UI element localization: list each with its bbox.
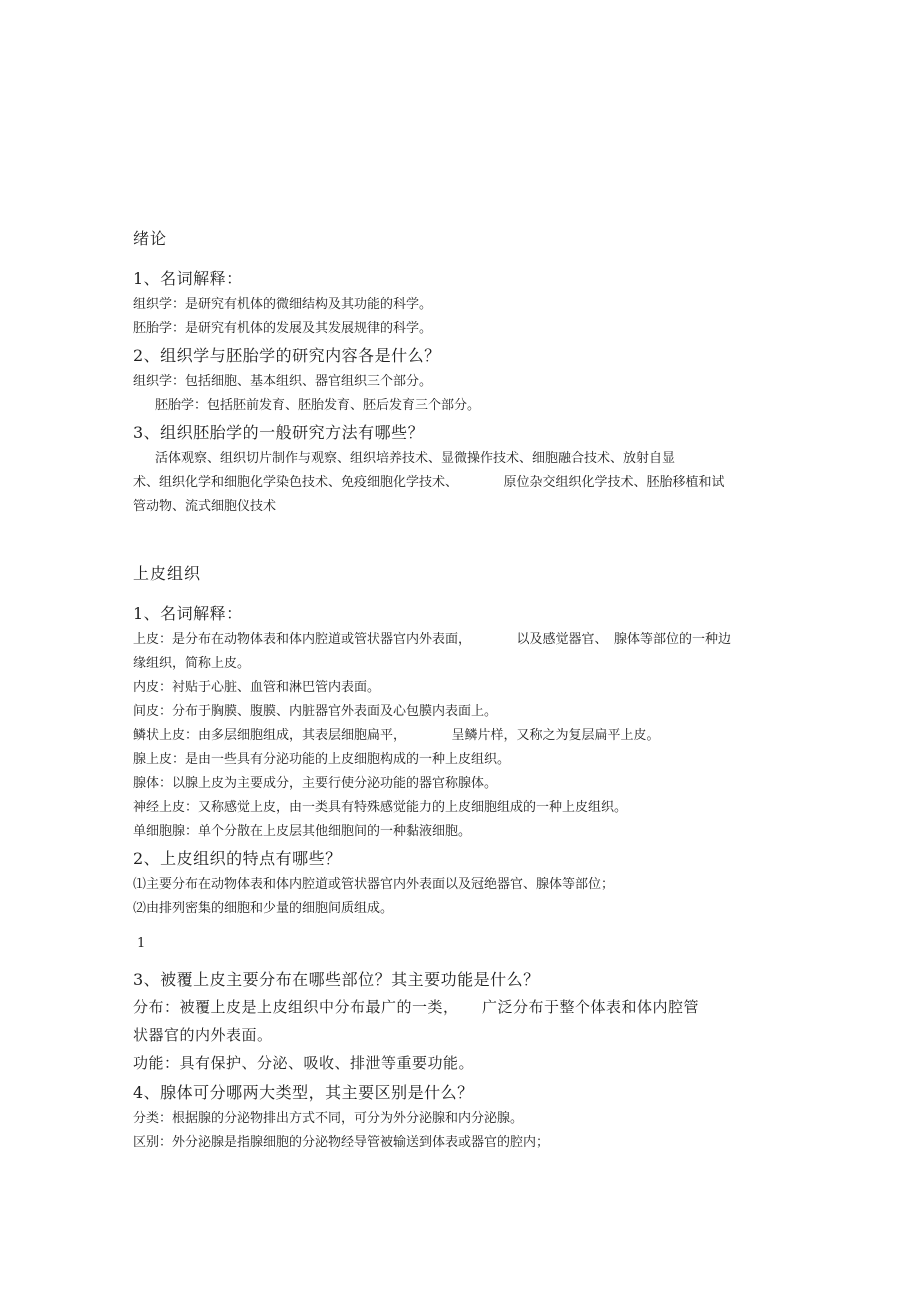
chapter-title: 绪论 <box>133 229 168 248</box>
question-heading: 1、名词解释： <box>133 604 243 623</box>
answer-line: 区别：外分泌腺是指腺细胞的分泌物经导管被输送到体表或器官的腔内； <box>133 1135 550 1150</box>
question-heading: 2、上皮组织的特点有哪些？ <box>133 849 342 868</box>
answer-line: ⑵由排列密集的细胞和少量的细胞间质组成。 <box>133 901 394 916</box>
answer-line: 腺上皮：是由一些具有分泌功能的上皮细胞构成的一种上皮组织。 <box>133 752 511 767</box>
page-number: 1 <box>137 936 146 951</box>
answer-line: 上皮：是分布在动物体表和体内腔道或管状器官内外表面， 以及感觉器官、 腺体等部位的一种边 <box>133 632 732 647</box>
answer-line: 状器官的内外表面。 <box>133 1026 273 1044</box>
chapter-title: 上皮组织 <box>133 564 202 583</box>
answer-line: 分布：被覆上皮是上皮组织中分布最广的一类， 广泛分布于整个体表和体内腔管 <box>133 998 700 1016</box>
question-heading: 2、组织学与胚胎学的研究内容各是什么？ <box>133 346 441 365</box>
answer-line: 胚胎学：包括胚前发育、胚胎发育、胚后发育三个部分。 <box>155 398 481 413</box>
answer-line: 活体观察、组织切片制作与观察、组织培养技术、显微操作技术、细胞融合技术、放射自显 <box>155 451 676 466</box>
answer-line: 管动物、流式细胞仪技术 <box>133 499 277 514</box>
answer-line: 胚胎学：是研究有机体的发展及其发展规律的科学。 <box>133 321 433 336</box>
question-heading: 1、名词解释： <box>133 269 243 288</box>
answer-line: 单细胞腺：单个分散在上皮层其他细胞间的一种黏液细胞。 <box>133 824 472 839</box>
answer-line: 组织学：是研究有机体的微细结构及其功能的科学。 <box>133 297 433 312</box>
answer-line: 分类：根据腺的分泌物排出方式不同，可分为外分泌腺和内分泌腺。 <box>133 1111 524 1126</box>
answer-line: 缘组织，简称上皮。 <box>133 656 251 671</box>
question-heading: 3、被覆上皮主要分布在哪些部位？其主要功能是什么？ <box>133 970 540 989</box>
answer-line: ⑴主要分布在动物体表和体内腔道或管状器官内外表面以及冠绝器官、腺体等部位； <box>133 877 615 892</box>
answer-line: 组织学：包括细胞、基本组织、器官组织三个部分。 <box>133 374 433 389</box>
answer-line: 神经上皮：又称感觉上皮，由一类具有特殊感觉能力的上皮细胞组成的一种上皮组织。 <box>133 800 628 815</box>
answer-line: 功能：具有保护、分泌、吸收、排泄等重要功能。 <box>133 1054 475 1072</box>
answer-line: 内皮：衬贴于心脏、血管和淋巴管内表面。 <box>133 680 381 695</box>
question-heading: 4、腺体可分哪两大类型，其主要区别是什么？ <box>133 1083 474 1102</box>
answer-line: 术、组织化学和细胞化学染色技术、免疫细胞化学技术、 原位杂交组织化学技术、胚胎移植和试 <box>133 475 725 490</box>
question-heading: 3、组织胚胎学的一般研究方法有哪些？ <box>133 423 425 442</box>
answer-line: 腺体：以腺上皮为主要成分，主要行使分泌功能的器官称腺体。 <box>133 776 498 791</box>
answer-line: 鳞状上皮：由多层细胞组成，其表层细胞扁平， 呈鳞片样，又称之为复层扁平上皮。 <box>133 728 660 743</box>
answer-line: 间皮：分布于胸膜、腹膜、内脏器官外表面及心包膜内表面上。 <box>133 704 498 719</box>
